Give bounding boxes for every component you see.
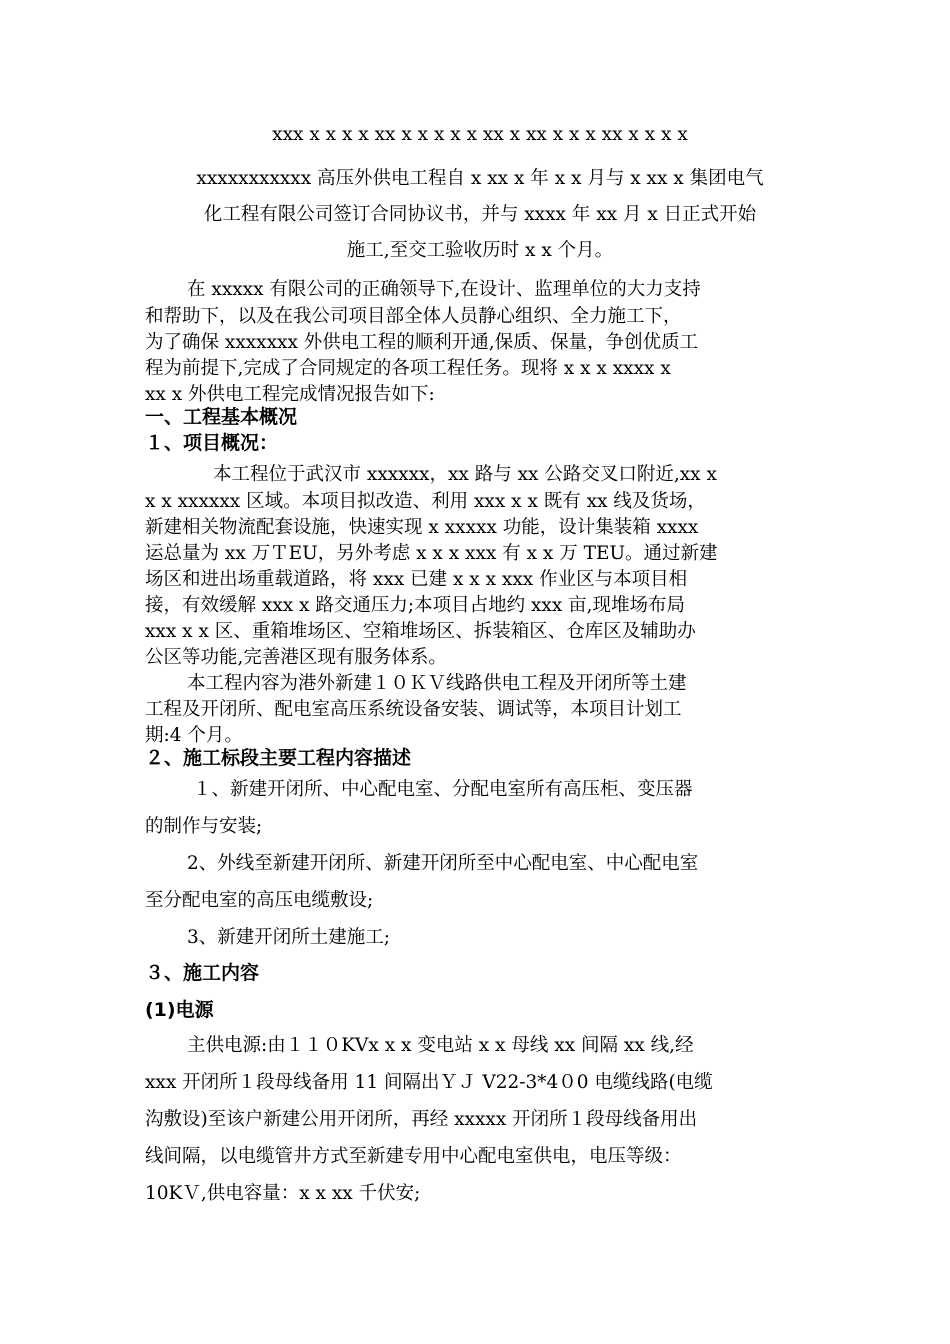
para1-line: 程为前提下,完成了合同规定的各项工程任务。现将 x x x xxxx x — [145, 358, 671, 379]
overview-line: xxx x x 区、重箱堆场区、空箱堆场区、拆装箱区、仓库区及辅助办 — [145, 621, 696, 642]
overview-line: 运总量为 xx 万ＴEU，另外考虑 x x x xxx 有 x x 万 TEU。通过新建 — [145, 543, 718, 564]
item-line: 的制作与安装; — [145, 816, 263, 837]
overview-line: 接，有效缓解 xxx x 路交通压力;本项目占地约 xxx 亩,现堆场布局 — [145, 595, 686, 616]
overview-line: 本工程位于武汉市 xxxxxx，xx 路与 xx 公路交叉口附近,xx x — [213, 464, 717, 485]
overview-line: 场区和进出场重载道路，将 xxx 已建 x x x xxx 作业区与本项目相 — [145, 569, 688, 590]
power-line: 主供电源:由１１０KVx x x 变电站 x x 母线 xx 间隔 xx 线,经 — [187, 1035, 694, 1056]
item-line: 2、外线至新建开闭所、新建开闭所至中心配电室、中心配电室 — [187, 853, 699, 874]
item-line: 至分配电室的高压电缆敷设; — [145, 890, 374, 911]
scope-line: 本工程内容为港外新建１０ＫＶ线路供电工程及开闭所等土建 — [187, 673, 687, 694]
para1-line: xx x 外供电工程完成情况报告如下: — [145, 384, 435, 405]
intro-line: 化工程有限公司签订合同协议书，并与 xxxx 年 xx 月 x 日正式开始 — [203, 204, 757, 225]
para1-line: 在 xxxxx 有限公司的正确领导下,在设计、监理单位的大力支持 — [187, 279, 701, 300]
section-heading: 一、工程基本概况 — [145, 406, 298, 428]
item-line: １、新建开闭所、中心配电室、分配电室所有高压柜、变压器 — [193, 779, 693, 800]
overview-line: 公区等功能,完善港区现有服务体系。 — [145, 647, 447, 668]
intro-line: 施工,至交工验收历时 x x 个月。 — [346, 240, 614, 261]
power-line: 10KＶ,供电容量：x x xx 千伏安; — [145, 1183, 421, 1204]
scope-line: 期:4 个月。 — [145, 725, 243, 746]
item-line: 3、新建开闭所土建施工; — [187, 927, 391, 948]
overview-line: x x xxxxxx 区域。本项目拟改造、利用 xxx x x 既有 xx 线及货场， — [145, 491, 706, 512]
power-line: 沟敷设)至该户新建公用开闭所，再经 xxxxx 开闭所１段母线备用出 — [145, 1109, 698, 1130]
subsection-heading: １、项目概况： — [145, 432, 279, 454]
para1-line: 为了确保 xxxxxxx 外供电工程的顺利开通,保质、保量，争创优质工 — [145, 332, 699, 353]
subsection-heading: (1)电源 — [145, 999, 214, 1021]
power-line: xxx 开闭所１段母线备用 11 间隔出ＹＪ V22-3*4０0 电缆线路(电缆 — [145, 1072, 713, 1093]
scope-line: 工程及开闭所、配电室高压系统设备安装、调试等，本项目计划工 — [145, 699, 682, 720]
para1-line: 和帮助下，以及在我公司项目部全体人员静心组织、全力施工下， — [145, 306, 682, 327]
subsection-heading: ２、施工标段主要工程内容描述 — [145, 747, 412, 769]
intro-line: xxx x x x x xx x x x x x xx x xx x x x xx x x x x — [272, 124, 688, 145]
overview-line: 新建相关物流配套设施，快速实现 x xxxxx 功能，设计集装箱 xxxx — [145, 517, 699, 538]
power-line: 线间隔，以电缆管井方式至新建专用中心配电室供电，电压等级： — [145, 1146, 682, 1167]
subsection-heading: ３、施工内容 — [145, 962, 260, 984]
intro-line: xxxxxxxxxxx 高压外供电工程自 x xx x 年 x x 月与 x xx x 集团电气 — [196, 168, 764, 189]
